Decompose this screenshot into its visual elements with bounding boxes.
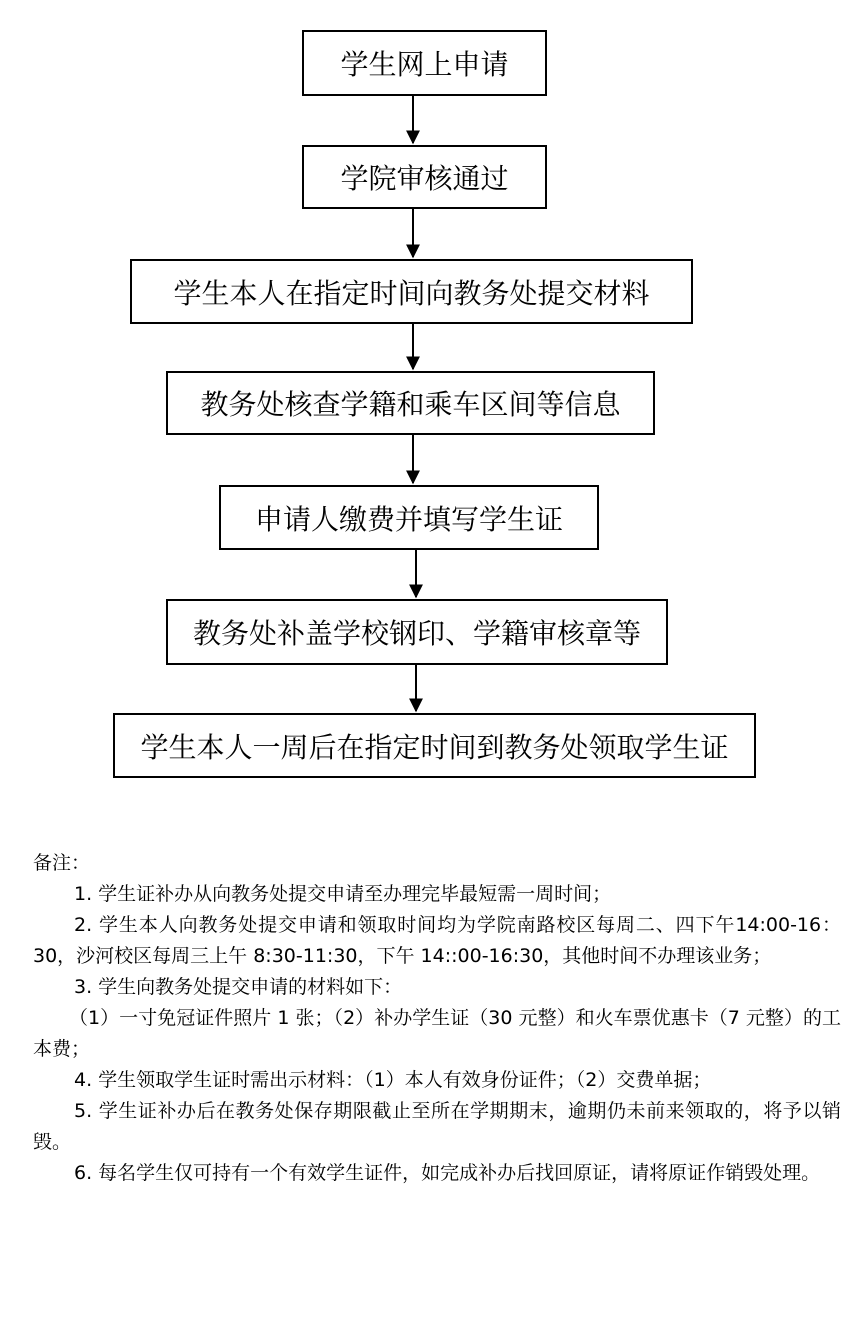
note-2: 2. 学生本人向教务处提交申请和领取时间均为学院南路校区每周二、四下午14:00-16：30，沙河校区每周三上午 8:30-11:30，下午 14::00-16:30，其他时间不办理该业务；: [33, 914, 841, 967]
flow-step-6-label: 教务处补盖学校钢印、学籍审核章等: [192, 617, 641, 650]
flow-step-1-label: 学生网上申请: [340, 48, 509, 81]
notes-section: [33, 848, 841, 1189]
flow-step-7-label: 学生本人一周后在指定时间到教务处领取学生证: [140, 730, 729, 764]
flow-step-4-label: 教务处核查学籍和乘车区间等信息: [200, 388, 621, 421]
note-4: 4. 学生领取学生证时需出示材料：（1）本人有效身份证件；（2）交费单据；: [74, 1069, 712, 1091]
flow-step-5-label: 申请人缴费并填写学生证: [254, 502, 563, 536]
note-6: 6. 每名学生仅可持有一个有效学生证件，如完成补办后找回原证，请将原证作销毁处理。: [74, 1162, 821, 1184]
note-3-detail: （1）一寸免冠证件照片 1 张；（2）补办学生证（30 元整）和火车票优惠卡（7 元整）的工本费；: [33, 1007, 841, 1060]
note-5: 5. 学生证补办后在教务处保存期限截止至所在学期期末，逾期仍未前来领取的，将予以销毁。: [33, 1100, 841, 1153]
note-3: 3. 学生向教务处提交申请的材料如下：: [74, 976, 403, 998]
note-1: 1. 学生证补办从向教务处提交申请至办理完毕最短需一周时间；: [74, 883, 612, 905]
flow-step-3-label: 学生本人在指定时间向教务处提交材料: [173, 276, 650, 310]
flow-step-2-label: 学院审核通过: [340, 162, 509, 195]
notes-title: 备注：: [33, 852, 91, 874]
